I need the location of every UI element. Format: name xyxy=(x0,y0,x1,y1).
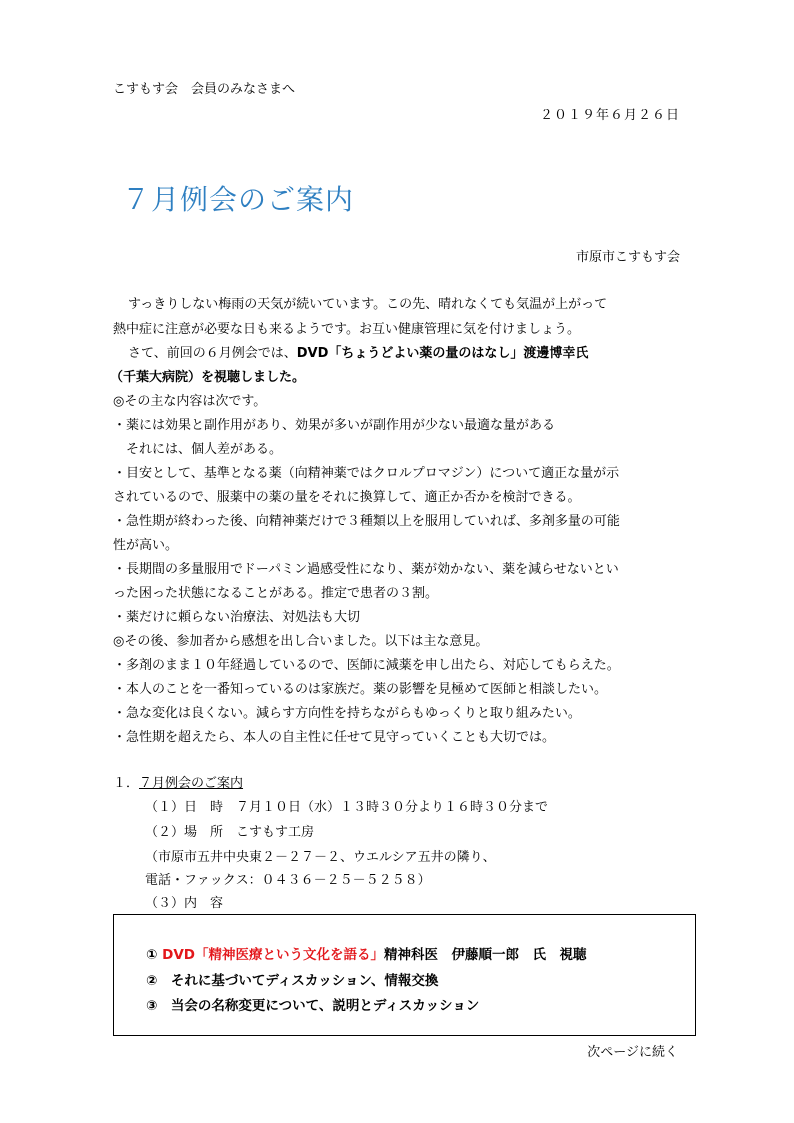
meeting-place: （２）場 所 こすもす工房 xyxy=(145,825,315,840)
body-line: それには、個人差がある。 xyxy=(113,442,283,457)
review-line-1 xyxy=(128,346,588,362)
agenda-item-1 xyxy=(146,943,587,963)
body-line: った困った状態になることがある。推定で患者の３割。 xyxy=(113,586,439,601)
sender: 市原市こすもす会 xyxy=(575,250,680,265)
agenda-item-1-mark: ① xyxy=(146,947,158,963)
body-line: されているので、服薬中の薬の量をそれに換算して、適正か否かを検討できる。 xyxy=(113,490,581,505)
body-line: ・急性期が終わった後、向精神薬だけで３種類以上を服用していれば、多剤多量の可能 xyxy=(113,514,620,529)
body-line: ・薬には効果と副作用があり、効果が多いが副作用が少ない最適な量がある xyxy=(113,418,556,433)
meeting-address: （市原市五井中央東２－２７－２、ウエルシア五井の隣り、 xyxy=(145,850,496,865)
body-line: 性が高い。 xyxy=(113,538,179,553)
agenda-item-1-rest: 精神科医 伊藤順一郎 氏 視聴 xyxy=(384,947,587,963)
body-line: ・急性期を超えたら、本人の自主性に任せて見守っていくことも大切では。 xyxy=(113,730,556,745)
agenda-item-2: ② それに基づいてディスカッション、情報交換 xyxy=(146,973,439,989)
intro-line-1: すっきりしない梅雨の天気が続いています。この先、晴れなくても気温が上がって xyxy=(128,297,608,312)
intro-line-2: 熱中症に注意が必要な日も来るようです。お互い健康管理に気を付けましょう。 xyxy=(113,322,580,337)
meeting-heading xyxy=(113,776,243,792)
body-line: ・長期間の多量服用でドーパミン過感受性になり、薬が効かない、薬を減らせないとい xyxy=(113,562,619,577)
review-line-2: （千葉大病院）を視聴しました。 xyxy=(110,370,306,385)
meeting-datetime: （１）日 時 ７月１０日（水）１３時３０分より１６時３０分まで xyxy=(145,800,549,815)
agenda-item-3: ③ 当会の名称変更について、説明とディスカッション xyxy=(146,998,480,1014)
meeting-heading-text: ７月例会のご案内 xyxy=(139,776,244,791)
meeting-heading-number: １． xyxy=(113,776,140,791)
addressee: こすもす会 会員のみなさまへ xyxy=(113,82,296,97)
body-line: ・多剤のまま１０年経過しているので、医師に減薬を申し出たら、対応してもらえた。 xyxy=(113,658,620,673)
document-date: ２０１９年６月２６日 xyxy=(539,108,680,123)
review-dvd-title: DVD「ちょうどよい薬の量のはなし」渡邊博幸氏 xyxy=(296,346,589,361)
body-line: ・目安として、基準となる薬（向精神薬ではクロルプロマジン）について適正な量が示 xyxy=(113,466,620,481)
body-line: ・薬だけに頼らない治療法、対処法も大切 xyxy=(113,610,361,625)
meeting-phone: 電話・ファックス：０４３６－２５－５２５８） xyxy=(145,873,431,888)
body-line: ・急な変化は良くない。減らす方向性を持ちながらもゆっくりと取り組みたい。 xyxy=(113,706,581,721)
agenda-item-1-dvd: DVD「精神医療という文化を語る」 xyxy=(162,947,385,963)
body-line: ・本人のことを一番知っているのは家族だ。薬の影響を見極めて医師と相談したい。 xyxy=(113,682,608,697)
review-prefix: さて、前回の６月例会では、 xyxy=(128,346,297,361)
agenda-box xyxy=(113,914,696,1036)
meeting-content-label: （３）内 容 xyxy=(145,896,224,911)
continued-note: 次ページに続く xyxy=(587,1045,678,1060)
page-title: ７月例会のご案内 xyxy=(122,183,355,216)
body-line: ◎その主な内容は次です。 xyxy=(113,394,267,409)
body-line: ◎その後、参加者から感想を出し合いました。以下は主な意見。 xyxy=(113,634,489,649)
